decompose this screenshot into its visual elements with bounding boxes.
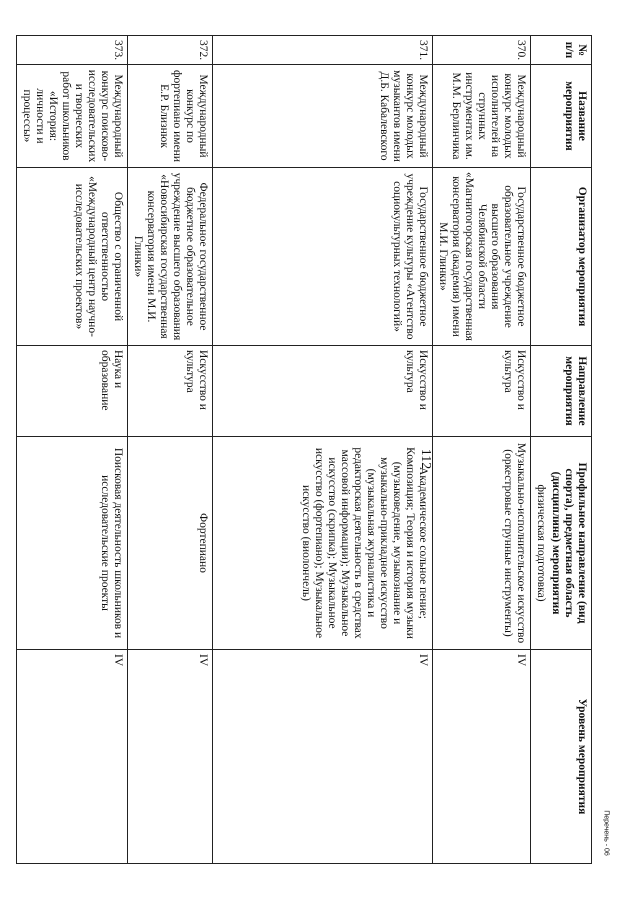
row-direction: Искусство и культура bbox=[128, 346, 213, 437]
rotated-table-frame bbox=[21, 35, 592, 863]
row-num: 371. bbox=[213, 36, 433, 65]
table-row bbox=[17, 36, 128, 864]
row-organizer: Государственное бюджетное учреждение культуры «Агентство социокультурных технологий» bbox=[213, 168, 433, 346]
row-num: 373. bbox=[17, 36, 128, 65]
row-profile: Фортепиано bbox=[128, 437, 213, 650]
row-level: IV bbox=[213, 650, 433, 864]
row-profile: Музыкально-исполнительское искусство (оркестровые струнные инструменты) bbox=[433, 437, 531, 650]
row-level: IV bbox=[17, 650, 128, 864]
row-name: Международный конкурс по фортепиано имени Е.Р. Близнюк bbox=[128, 65, 213, 168]
table-row bbox=[213, 36, 433, 864]
header-name: Название мероприятия bbox=[531, 65, 592, 168]
page-number: 112 bbox=[418, 448, 433, 470]
row-direction: Искусство и культура bbox=[433, 346, 531, 437]
row-level: IV bbox=[128, 650, 213, 864]
profile-carryover: физическая подготовка) bbox=[535, 484, 547, 602]
row-name: Международный конкурс молодых исполнителей на струнных инструментах им. М.М. Берлинчика bbox=[433, 65, 531, 168]
header-profile bbox=[531, 437, 592, 650]
row-num: 372. bbox=[128, 36, 213, 65]
events-table-container bbox=[21, 35, 592, 863]
header-direction: Направление мероприятия bbox=[531, 346, 592, 437]
row-organizer: Федеральное государственное бюджетное образовательное учреждение высшего образования «Новосибирская государственная консерватория имени М.И. Глинки» bbox=[128, 168, 213, 346]
header-num: № п/п bbox=[531, 36, 592, 65]
header-profile-label: Профильное направление (вид спорта), предметная область (дисциплина) мероприятия bbox=[550, 462, 588, 624]
table-header-row bbox=[531, 36, 592, 864]
row-organizer: Общество с ограниченной ответственностью «Международный центр научно-исследовательских проектов» bbox=[17, 168, 128, 346]
row-profile: Академическое сольное пение; Композиция; Теория и история музыки (музыковедение, музыкознание и музыкально-прикладное искусство (музыкальная журналистика и редакторская деятельность в средствах массовой информации); Музыкальное искусство (скрипка); Музыкальное искусство (фортепиано); Музыкальное искусство (виолончель) bbox=[213, 437, 433, 650]
row-num: 370. bbox=[433, 36, 531, 65]
table-row bbox=[433, 36, 531, 864]
row-direction: Искусство и культура bbox=[213, 346, 433, 437]
header-level: Уровень мероприятия bbox=[531, 650, 592, 864]
row-profile: Поисковая деятельность школьников и исследовательские проекты bbox=[17, 437, 128, 650]
header-organizer: Организатор мероприятия bbox=[531, 168, 592, 346]
footer-mark: Перечень - 06 bbox=[602, 810, 610, 856]
row-organizer: Государственное бюджетное образовательное учреждение высшего образования Челябинской области «Магнитогорская государственная консерватория (академия) имени М.И. Глинки» bbox=[433, 168, 531, 346]
events-table bbox=[16, 35, 592, 864]
row-name: Международный конкурс молодых музыкантов имени Д.Б. Кабалевского bbox=[213, 65, 433, 168]
table-row bbox=[128, 36, 213, 864]
row-direction: Наука и образование bbox=[17, 346, 128, 437]
row-level: IV bbox=[433, 650, 531, 864]
row-name: Международный конкурс поисково-исследовательских и творческих работ школьников «История: личности и процессы» bbox=[17, 65, 128, 168]
